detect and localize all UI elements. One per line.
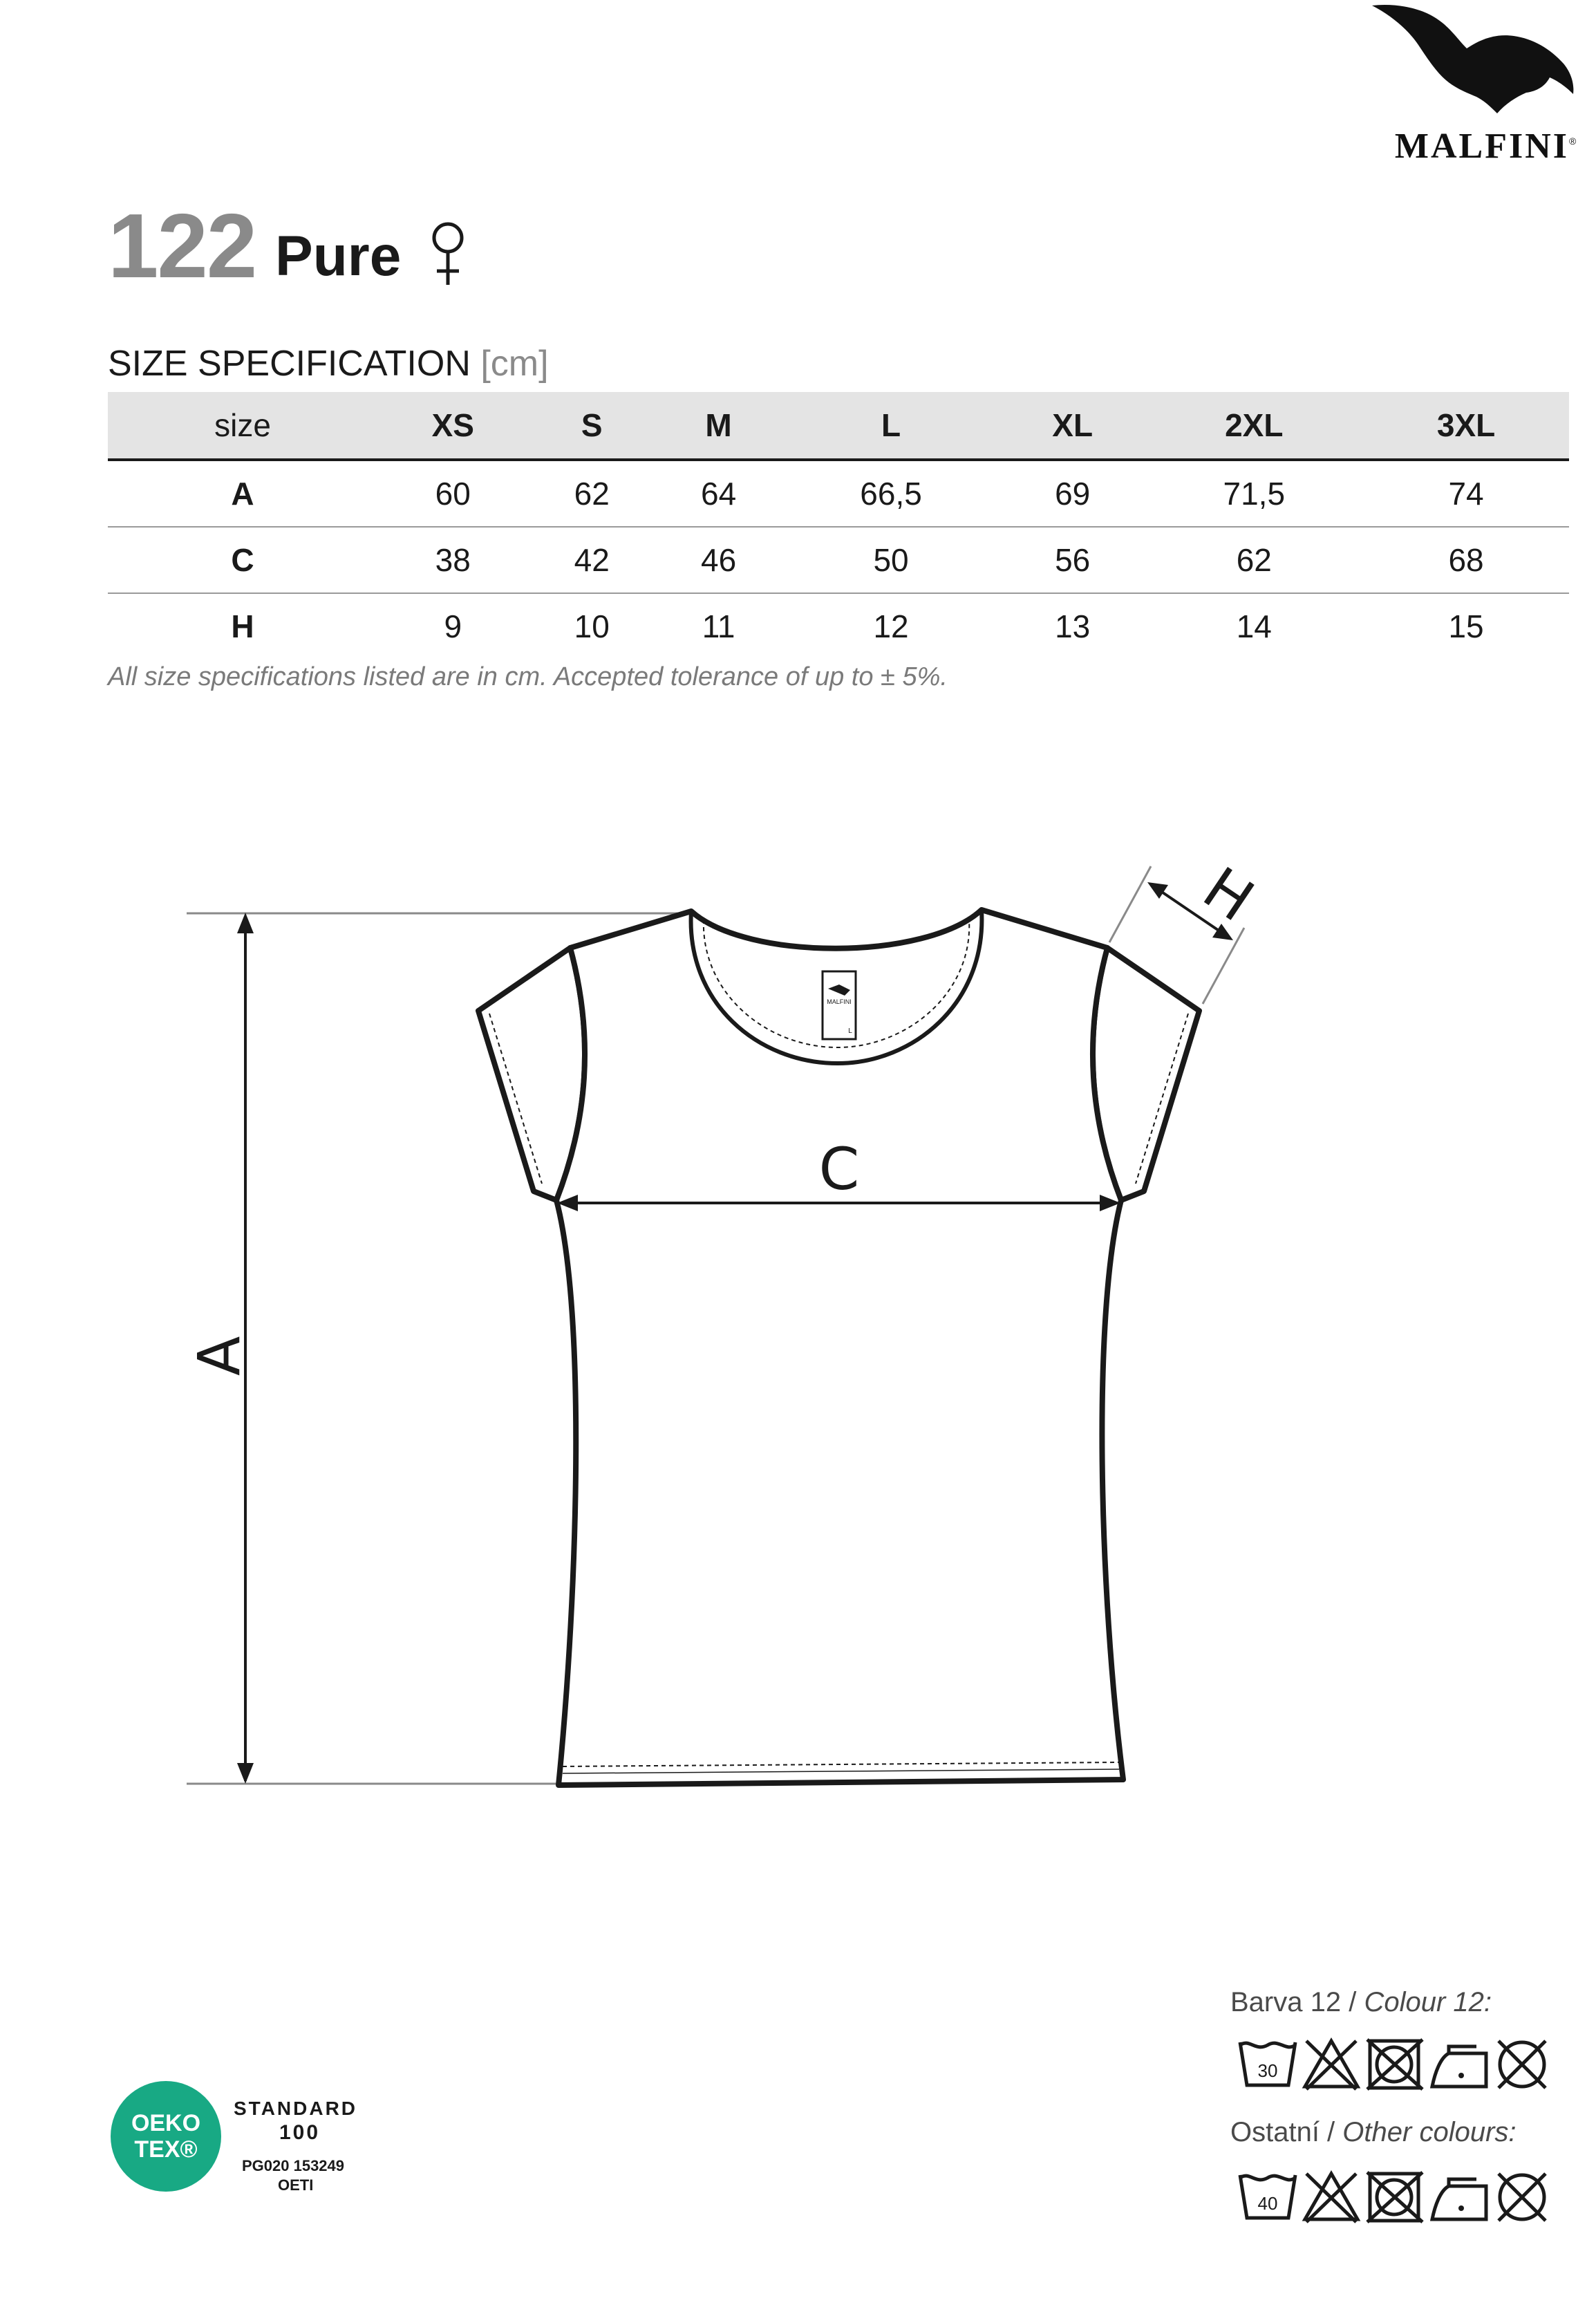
table-header-cell: XS (377, 392, 529, 460)
table-row (108, 527, 1569, 593)
care-label-colour12-en: Colour 12: (1364, 1987, 1492, 2017)
oeko-standard: STANDARD (234, 2098, 358, 2119)
oeko-line2: TEX® (134, 2136, 198, 2163)
care-label-colour12 (1230, 1987, 1492, 2018)
table-cell: 13 (1055, 608, 1091, 644)
oeko-number: 100 (279, 2121, 321, 2144)
table-cell: 74 (1363, 460, 1569, 527)
brand-name: MALFINI (1394, 127, 1569, 166)
dimension-label-h: H (1191, 854, 1266, 935)
tshirt-outline (478, 910, 1199, 1785)
table-header-cell: 3XL (1363, 392, 1569, 460)
table-cell: 9 (444, 608, 462, 644)
table-cell: 71,5 (1145, 460, 1363, 527)
neck-label-size: L (848, 1027, 852, 1035)
section-unit: [cm] (480, 344, 549, 384)
dimension-a (185, 913, 254, 1784)
table-cell: 46 (655, 527, 782, 593)
eagle-logo-icon (1369, 0, 1576, 118)
table-cell: C (108, 527, 377, 593)
oeko-tex-badge (111, 2081, 221, 2192)
table-header-cell: XL (1000, 392, 1145, 460)
table-cell: 12 (873, 608, 909, 644)
no-dry-clean-icon (1492, 2037, 1552, 2092)
brand-logo (1341, 0, 1590, 173)
table-cell: 62 (529, 460, 655, 527)
care-label-other (1230, 2117, 1517, 2148)
iron-icon (1428, 2170, 1489, 2225)
table-cell: 11 (702, 608, 735, 644)
table-row (108, 460, 1569, 527)
iron-icon (1428, 2037, 1489, 2092)
section-title-text: SIZE SPECIFICATION (108, 344, 471, 384)
table-header-cell: M (655, 392, 782, 460)
table-header-cell: 2XL (1145, 392, 1363, 460)
section-title (108, 343, 549, 384)
neck-label (823, 971, 856, 1039)
no-bleach-icon (1301, 2037, 1362, 2092)
care-label-other-en: Other colours: (1342, 2117, 1517, 2147)
no-tumble-dry-icon (1364, 2170, 1425, 2225)
table-cell: 14 (1236, 608, 1272, 644)
table-header-cell: size (108, 392, 377, 460)
oeko-institute: OETI (278, 2176, 314, 2194)
wash-temp-other: 40 (1257, 2193, 1278, 2214)
size-table (108, 392, 1569, 659)
wash-temp-12: 30 (1257, 2060, 1278, 2081)
table-cell: 60 (377, 460, 529, 527)
table-cell: H (231, 608, 254, 644)
no-dry-clean-icon (1492, 2170, 1552, 2225)
table-cell: 64 (655, 460, 782, 527)
table-cell: A (108, 460, 377, 527)
dimension-label-c: C (818, 1135, 860, 1203)
table-cell: 50 (782, 527, 1000, 593)
table-cell: 56 (1000, 527, 1145, 593)
tshirt-drawing (0, 761, 1596, 1867)
wash-tub-icon (1237, 2170, 1298, 2225)
table-cell: 68 (1363, 527, 1569, 593)
table-row (108, 593, 1569, 659)
oeko-code: PG020 153249 (242, 2157, 345, 2174)
table-cell: 66,5 (782, 460, 1000, 527)
table-cell: 10 (574, 608, 610, 644)
care-symbols-other (1237, 2170, 1555, 2232)
care-label-other-cz: Ostatní / (1230, 2117, 1335, 2147)
no-tumble-dry-icon (1364, 2037, 1425, 2092)
dimension-label-a: A (185, 1336, 253, 1376)
table-header-cell: L (782, 392, 1000, 460)
table-cell: 15 (1448, 608, 1484, 644)
table-cell: 69 (1000, 460, 1145, 527)
table-cell: 42 (529, 527, 655, 593)
care-symbols-colour12 (1237, 2037, 1555, 2099)
table-header-row (108, 392, 1569, 460)
oeko-line1: OEKO (131, 2110, 201, 2136)
wash-tub-icon (1237, 2037, 1298, 2092)
product-number: 122 (108, 195, 256, 297)
female-symbol-icon (427, 220, 469, 289)
care-label-colour12-cz: Barva 12 / (1230, 1987, 1357, 2017)
table-cell: 38 (377, 527, 529, 593)
product-name: Pure (275, 225, 402, 288)
tolerance-note: All size specifications listed are in cm. Accepted tolerance of up to ± 5%. (108, 662, 948, 691)
table-header-cell: S (529, 392, 655, 460)
registered-mark: ® (1569, 136, 1577, 147)
neck-label-brand: MALFINI (827, 998, 852, 1005)
table-cell: 62 (1145, 527, 1363, 593)
no-bleach-icon (1301, 2170, 1362, 2225)
